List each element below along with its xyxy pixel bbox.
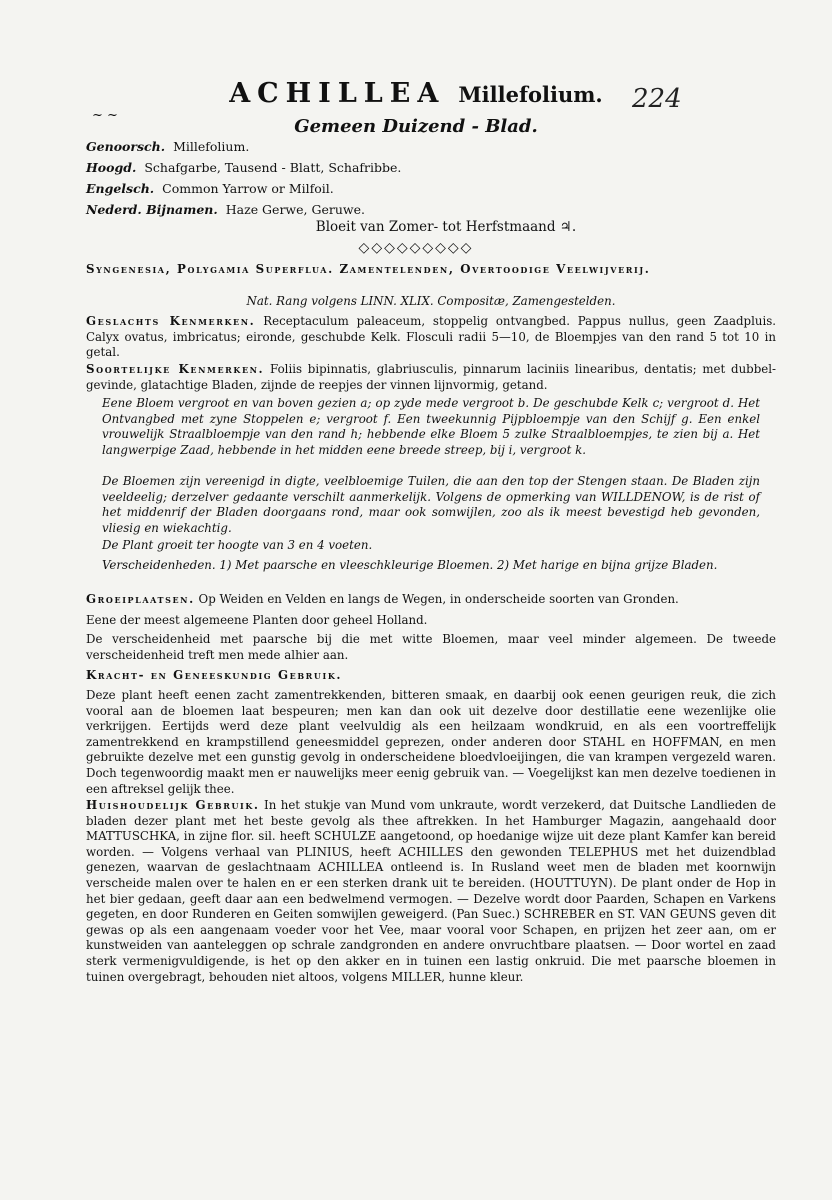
name-row — [86, 139, 249, 154]
title — [0, 78, 832, 109]
name-value: Common Yarrow or Milfoil. — [162, 181, 334, 196]
name-label: Genoorsch. — [86, 139, 166, 154]
margin-mark: ~ ~ — [92, 108, 118, 123]
section-body: Foliis bipinnatis, glabriusculis, pinnarum laciniis linearibus, dentatis; met dubbel-gevinde, glatachtige Bladen, zijnde de reepjes der vinnen lijnvormig, getand. — [86, 362, 777, 392]
medicinal-use-heading: Kracht- en Geneeskundig Gebruik. — [86, 668, 343, 682]
varieties: Verscheidenheden. 1) Met paarsche en vleeschkleurige Bloemen. 2) Met harige en bijna grijze Bladen. — [102, 558, 718, 572]
classification: Syngenesia, Polygamia Superflua. Zamentelenden, Overtoodige Veelwijverij. — [86, 262, 651, 276]
genus-characters — [86, 314, 776, 361]
name-value: Haze Gerwe, Geruwe. — [225, 202, 365, 217]
species-name: Millefolium. — [458, 82, 603, 107]
habitat-variety-note: De verscheidenheid met paarsche bij die met witte Bloemen, maar veel minder algemeen. De tweede verscheidenheid treft men mede alhier aan. — [86, 632, 776, 662]
section-heading: Soortelijke Kenmerken. — [86, 362, 265, 376]
section-body: Receptaculum paleaceum, stoppelig ontvangbed. Pappus nullus, geen Zaadpluis. Calyx ovatus, imbricatus; eironde, geschubde Kelk. Flosculi radii 5—10, de Bloempjes van den rand 5 tot 10 in getal. — [86, 314, 777, 360]
medicinal-use-body: Deze plant heeft eenen zacht zamentrekkenden, bitteren smaak, en daarbij ook eenen geurigen reuk, die zich vooral aan de bloemen laat bespeuren; men kan dan ook uit dezelve door destillatie eene wezenlijke olie verkrijgen. Eertijds werd deze plant veelvuldig als een heilzaam wondkruid, en als een voortreffelijk zamentrekkend en krampstillend geneesmiddel geprezen, onder anderen door STAHL en HOFFMAN, en men gebruikte dezelve met een gunstig gevolg in onderscheidene bloedvloeijingen, die van krampen vergezeld waren. Doch tegenwoordig maakt men er nauwelijks meer eenig gebruik van. — Voegelijkst kan men dezelve toedienen in een aftreksel gelijk thee. — [86, 688, 776, 796]
flowering-period: Bloeit van Zomer- tot Herfstmaand ♃. — [315, 219, 577, 235]
habitat-note: Eene der meest algemeene Planten door geheel Holland. — [86, 613, 428, 627]
section-heading: Groeiplaatsen. — [86, 592, 195, 606]
ornament-divider: ◇◇◇◇◇◇◇◇◇ — [358, 240, 474, 256]
subtitle: Gemeen Duizend - Blad. — [294, 116, 538, 137]
name-label: Engelsch. — [86, 181, 155, 196]
name-row — [86, 202, 365, 217]
section-heading: Huishoudelijk Gebruik. — [86, 798, 260, 812]
household-use — [86, 798, 776, 985]
name-row — [86, 181, 334, 196]
section-heading: Geslachts Kenmerken. — [86, 314, 256, 328]
name-label: Nederd. Bijnamen. — [86, 202, 218, 217]
flower-description: De Bloemen zijn vereenigd in digte, veelbloemige Tuilen, die aan den top der Stengen staan. De Bladen zijn veeldeelig; derzelver gedaante verschilt aanmerkelijk. Volgens de opmerking van WILLDENOW, is de rist of het middenrif der Bladen doorgaans rond, maar ook somwijlen, zoo als ik meest bevestigd heb gevonden, vliesig en wiekachtig. — [102, 474, 760, 535]
page-number: 224 — [632, 84, 682, 114]
species-characters — [86, 362, 776, 393]
habitat — [86, 592, 776, 608]
natural-rank: Nat. Rang volgens LINN. XLIX. Compositæ, Zamengestelden. — [246, 294, 616, 308]
name-value: Schafgarbe, Tausend - Blatt, Schafribbe. — [144, 160, 402, 175]
name-label: Hoogd. — [86, 160, 137, 175]
name-value: Millefolium. — [173, 139, 250, 154]
figure-description: Eene Bloem vergroot en van boven gezien a; op zyde mede vergroot b. De geschubde Kelk c; vergroot d. Het Ontvangbed met zyne Stoppelen e; vergroot f. Een tweekunnig Pijpbloempje van den Schijf g. Een enkel vrouwelijk Straalbloempje van den rand h; hebbende elke Bloem 5 zulke Straalbloempjes, te zien bij a. Het langwerpige Zaad, hebbende in het midden eene breede streep, bij i, vergroot k. — [102, 396, 760, 457]
plant-height: De Plant groeit ter hoogte van 3 en 4 voeten. — [102, 538, 373, 552]
section-body: In het stukje van Mund vom unkraute, wordt verzekerd, dat Duitsche Landlieden de bladen dezer plant met het beste gevolg als thee aftrekken. In het Hamburger Magazin, aangehaald door MATTUSCHKA, in zijne flor. sil. heeft SCHULZE aangetoond, op hoedanige wijze uit deze plant Kamfer kan bereid worden. — Volgens verhaal van PLINIUS, heeft ACHILLES den gewonden TELEPHUS met het duizendblad genezen, waarvan de geslachtnaam ACHILLEA ontleend is. In Rusland weet men de bladen met koornwijn verscheide malen over te halen en er een sterken drank uit te bereiden. (HOUTTUYN). De plant onder de Hop in het bier gedaan, geeft daar aan een bedwelmend vermogen. — Dezelve wordt door Paarden, Schapen en Varkens gegeten, en door Runderen en Geiten somwijlen geweigerd. (Pan Suec.) SCHREBER en ST. VAN GEUNS geven dit gewas op als een aangenaam voeder voor het Vee, maar vooral voor Schapen, en prijzen het zeer aan, om er kunstweiden van aanteleggen op schrale zandgronden en andere onvruchtbare plaatsen. — Door wortel en zaad sterk vermenigvuldigende, is het op den akker en in tuinen een lastig onkruid. Die met paarsche bloemen in tuinen overgebragt, behouden niet altoos, volgens MILLER, hunne kleur. — [86, 798, 776, 984]
section-body: Op Weiden en Velden en langs de Wegen, in onderscheide soorten van Gronden. — [198, 592, 679, 606]
genus-name: ACHILLEA — [229, 78, 446, 109]
name-row — [86, 160, 401, 175]
